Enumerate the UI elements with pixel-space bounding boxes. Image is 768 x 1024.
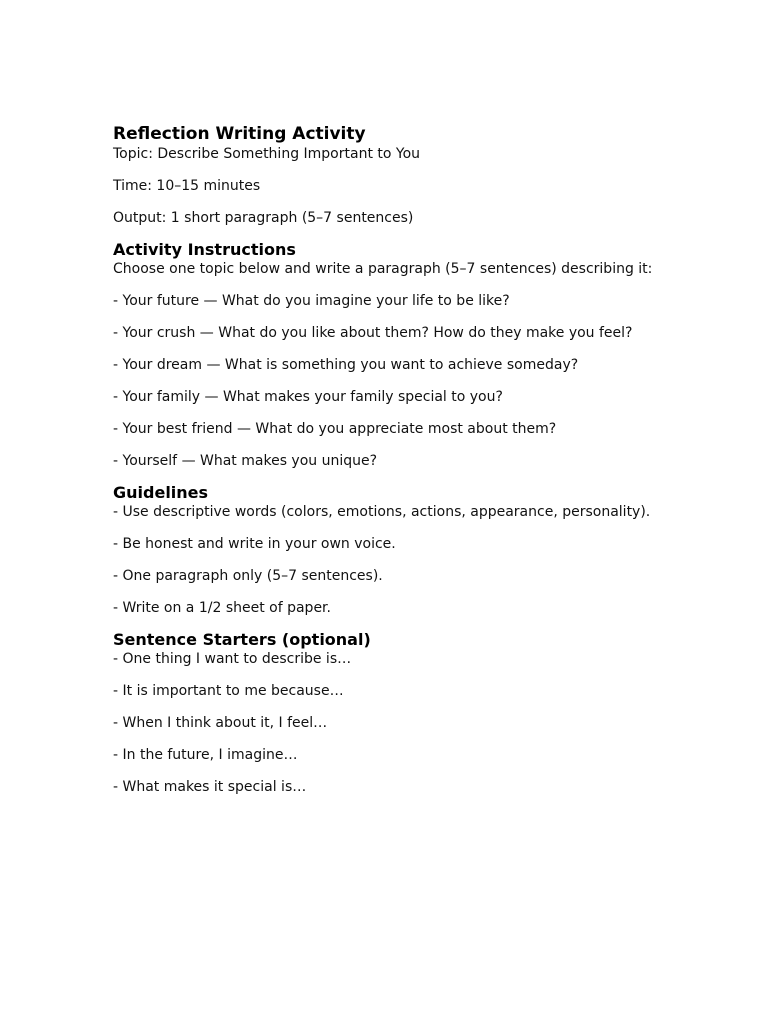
guideline-item: - Write on a 1/2 sheet of paper.: [113, 600, 331, 616]
starter-item: - It is important to me because…: [113, 683, 344, 699]
output-line: Output: 1 short paragraph (5–7 sentences): [113, 210, 414, 226]
topic-item-family: - Your family — What makes your family special to you?: [113, 389, 503, 405]
instructions-intro: Choose one topic below and write a paragraph (5–7 sentences) describing it:: [113, 261, 653, 277]
guideline-item: - Be honest and write in your own voice.: [113, 536, 396, 552]
topic-item-dream: - Your dream — What is something you want to achieve someday?: [113, 357, 579, 373]
time-line: Time: 10–15 minutes: [113, 178, 261, 194]
guidelines-heading: Guidelines: [113, 483, 209, 502]
topic-item-yourself: - Yourself — What makes you unique?: [113, 453, 378, 469]
starters-heading: Sentence Starters (optional): [113, 630, 371, 649]
topic-line: Topic: Describe Something Important to You: [113, 146, 421, 162]
starter-item: - What makes it special is…: [113, 779, 307, 795]
topic-item-crush: - Your crush — What do you like about them? How do they make you feel?: [113, 325, 633, 341]
topic-item-best-friend: - Your best friend — What do you appreciate most about them?: [113, 421, 557, 437]
document-page: [113, 123, 733, 796]
instructions-heading: Activity Instructions: [113, 240, 296, 259]
starter-item: - One thing I want to describe is…: [113, 651, 352, 667]
starter-item: - When I think about it, I feel…: [113, 715, 328, 731]
document-title: Reflection Writing Activity: [113, 124, 366, 144]
starter-item: - In the future, I imagine…: [113, 747, 298, 763]
topic-item-future: - Your future — What do you imagine your life to be like?: [113, 293, 510, 309]
guideline-item: - One paragraph only (5–7 sentences).: [113, 568, 383, 584]
guideline-item: - Use descriptive words (colors, emotions, actions, appearance, personality).: [113, 504, 651, 520]
